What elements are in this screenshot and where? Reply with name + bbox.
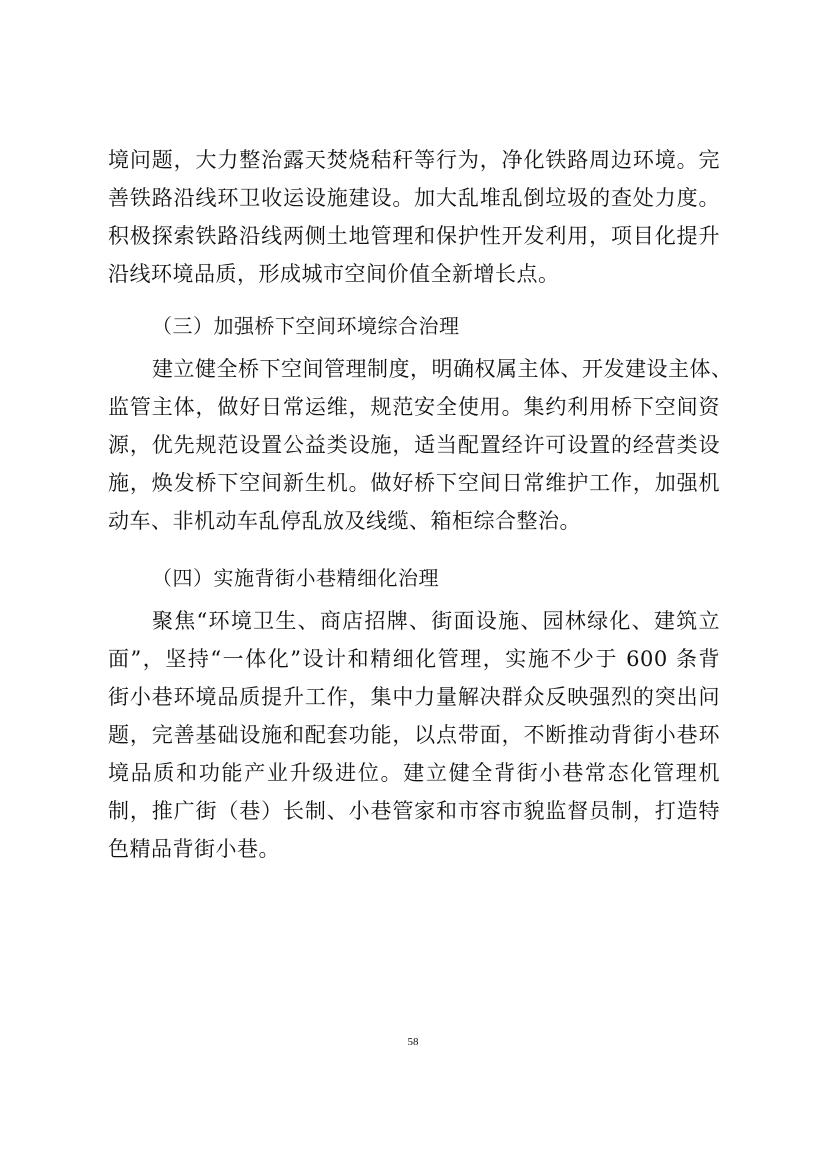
section-heading-text: （四）实施背街小巷精细化治理	[152, 566, 439, 590]
paragraph-line: 源，优先规范设置公益类设施，适当配置经许可设置的经营类设	[108, 433, 720, 457]
paragraph-line: 境问题，大力整治露天焚烧秸秆等行为，净化铁路周边环境。完	[108, 148, 720, 172]
paragraph-line: 建立健全桥下空间管理制度，明确权属主体、开发建设主体、	[152, 357, 733, 381]
section-heading-4	[108, 559, 720, 597]
paragraph-2	[108, 350, 733, 540]
paragraph-line: 动车、非机动车乱停乱放及线缆、箱柜综合整治。	[108, 509, 581, 533]
paragraph-line: 色精品背街小巷。	[108, 837, 280, 861]
section-heading-text: （三）加强桥下空间环境综合治理	[152, 314, 460, 338]
paragraph-1	[108, 141, 720, 293]
paragraph-line: 面”，坚持“一体化”设计和精细化管理，实施不少于 600 条背	[108, 647, 720, 671]
paragraph-line: 施，焕发桥下空间新生机。做好桥下空间日常维护工作，加强机	[108, 471, 720, 495]
section-heading-3	[108, 307, 720, 345]
paragraph-line: 沿线环境品质，形成城市空间价值全新增长点。	[108, 262, 560, 286]
paragraph-line: 积极探索铁路沿线两侧土地管理和保护性开发利用，项目化提升	[108, 224, 720, 248]
paragraph-line: 监管主体，做好日常运维，规范安全使用。集约利用桥下空间资	[108, 395, 720, 419]
paragraph-line: 街小巷环境品质提升工作，集中力量解决群众反映强烈的突出问	[108, 685, 720, 709]
paragraph-line: 制，推广街（巷）长制、小巷管家和市容市貌监督员制，打造特	[108, 799, 720, 823]
paragraph-line: 题，完善基础设施和配套功能，以点带面，不断推动背街小巷环	[108, 723, 720, 747]
page-number: 58	[407, 1036, 419, 1048]
paragraph-line: 聚焦“环境卫生、商店招牌、街面设施、园林绿化、建筑立	[152, 609, 720, 633]
paragraph-3	[108, 602, 720, 868]
paragraph-line: 境品质和功能产业升级进位。建立健全背街小巷常态化管理机	[108, 761, 720, 785]
paragraph-line: 善铁路沿线环卫收运设施建设。加大乱堆乱倒垃圾的查处力度。	[108, 186, 720, 210]
